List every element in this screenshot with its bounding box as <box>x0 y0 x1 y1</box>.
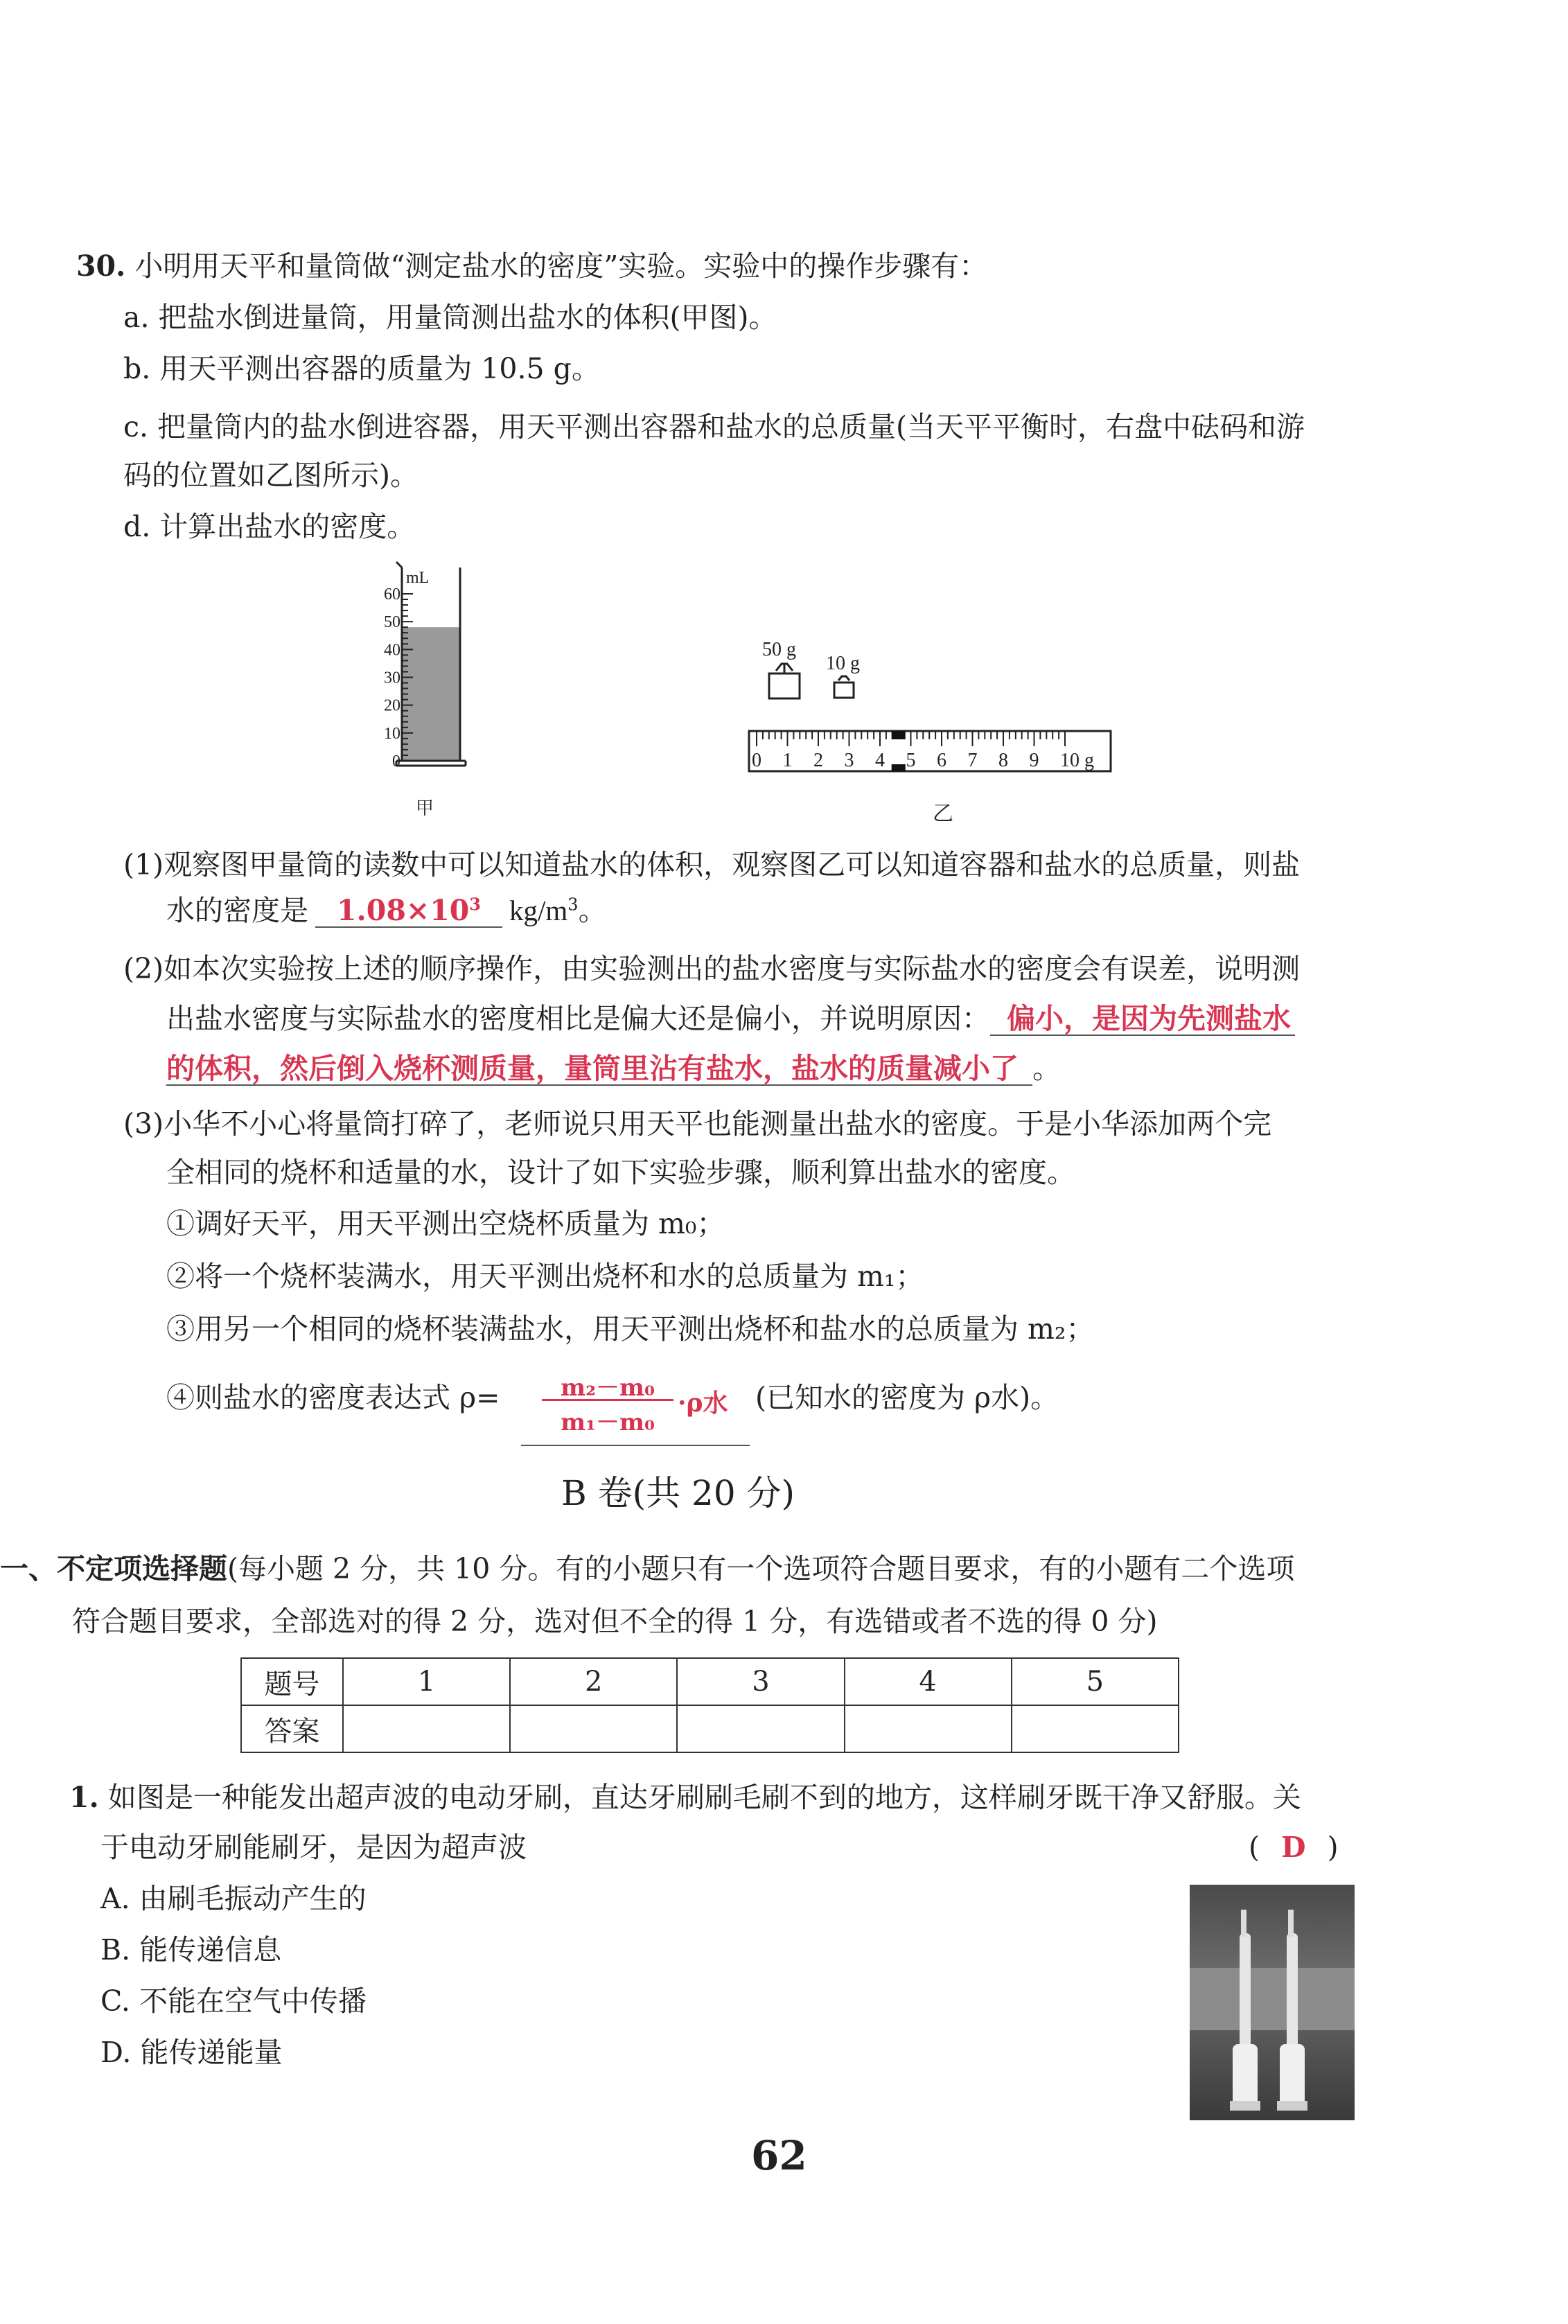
beam-tick-label: 5 <box>906 750 916 771</box>
weight-label-10g: 10 g <box>826 653 860 674</box>
p3-step4-suffix: (已知水的密度为 ρ水)。 <box>755 1381 1059 1414</box>
q30-stem-text: 小明用天平和量筒做“测定盐水的密度”实验。实验中的操作步骤有： <box>134 249 988 283</box>
p1-unit-exp: 3 <box>567 895 579 915</box>
table-col-2: 2 <box>510 1658 677 1705</box>
q30-p3-step3: ③用另一个相同的烧杯装满盐水，用天平测出烧杯和盐水的总质量为 m₂； <box>166 1312 1095 1346</box>
p1-answer: 1.08×10 <box>337 894 470 927</box>
q1-option-a: A. 由刷毛振动产生的 <box>100 1882 367 1915</box>
p3-answer-blank <box>521 1368 750 1446</box>
beam-scale <box>752 731 1094 771</box>
p1-end: 。 <box>578 894 607 927</box>
table-row-answers <box>241 1705 1179 1752</box>
q1-answer: D <box>1281 1831 1306 1864</box>
p2-prefix: 出盐水密度与实际盐水的密度相比是偏大还是偏小，并说明原因： <box>166 1002 990 1035</box>
page-number: 62 <box>751 2132 807 2179</box>
weight-50g-icon <box>769 664 800 698</box>
answer-cell-1[interactable] <box>343 1705 510 1752</box>
instr-text1: (每小题 2 分，共 10 分。有的小题只有一个选项符合题目要求，有的小题有二个选项 <box>227 1552 1295 1585</box>
table-header-answer: 答案 <box>241 1705 343 1752</box>
figure-yi-balance <box>734 624 1122 831</box>
q1-option-b: B. 能传递信息 <box>100 1933 282 1966</box>
q30-p3-step2: ②将一个烧杯装满水，用天平测出烧杯和水的总质量为 m₁； <box>166 1260 924 1293</box>
weight-10g-icon <box>834 676 854 698</box>
q30-step-a: a. 把盐水倒进量筒，用量筒测出盐水的体积(甲图)。 <box>123 301 777 334</box>
q30-step-b: b. 用天平测出容器的质量为 10.5 g。 <box>123 352 600 385</box>
q1-stem-line1 <box>69 1782 1301 1813</box>
figure-jia-caption: 甲 <box>416 798 434 818</box>
q30-step-c-line2: 码的位置如乙图所示)。 <box>123 459 419 492</box>
beam-tick-label: 9 <box>1029 750 1039 771</box>
q30-p3-line2: 全相同的烧杯和适量的水，设计了如下实验步骤，顺利算出盐水的密度。 <box>166 1156 1075 1189</box>
answer-cell-3[interactable] <box>677 1705 844 1752</box>
q1-option-c: C. 不能在空气中传播 <box>100 1984 367 2018</box>
beam-tick-label: 3 <box>844 750 854 771</box>
q30-p3-step4 <box>166 1382 500 1414</box>
q30-p2-line1: (2)如本次实验按上述的顺序操作，由实验测出的盐水密度与实际盐水的密度会有误差，说明测 <box>123 952 1301 985</box>
cylinder-tick-label: 20 <box>384 696 400 715</box>
cylinder-tick-label: 60 <box>384 586 400 604</box>
rider-bottom <box>892 764 906 771</box>
q30-p2-line2 <box>166 1003 1295 1036</box>
beam-tick-label: 7 <box>967 750 978 771</box>
beam-tick-label: 2 <box>813 750 823 771</box>
toothbrush-photo <box>1190 1885 1355 2120</box>
rider-top <box>892 731 906 739</box>
beam-tick-label: 1 <box>782 750 793 771</box>
p3-step4-prefix: ④则盐水的密度表达式 ρ= <box>166 1381 500 1414</box>
answer-cell-4[interactable] <box>845 1705 1012 1752</box>
part-label: 一、不定项选择题 <box>0 1552 227 1585</box>
cylinder-tick-label: 10 <box>384 724 400 743</box>
table-row-numbers <box>241 1658 1179 1705</box>
p3-denominator: m₁－m₀ <box>561 1409 655 1436</box>
p1-prefix: 水的密度是 <box>166 894 308 927</box>
q1-option-d: D. 能传递能量 <box>100 2036 283 2069</box>
beam-tick-label: 10 g <box>1060 750 1094 771</box>
p2-end: 。 <box>1032 1052 1061 1085</box>
figure-jia-cylinder <box>360 558 499 821</box>
section-b-instr-line1 <box>0 1553 1294 1585</box>
weight-label-50g: 50 g <box>762 639 796 660</box>
q30-p1-line2 <box>166 895 607 928</box>
paren-open: ( <box>1249 1831 1260 1864</box>
cylinder-tick-label: 30 <box>384 669 400 687</box>
beam-tick-label: 6 <box>937 750 946 771</box>
answer-cell-2[interactable] <box>510 1705 677 1752</box>
q30-p3-step1: ①调好天平，用天平测出空烧杯质量为 m₀； <box>166 1207 725 1240</box>
answer-cell-5[interactable] <box>1012 1705 1179 1752</box>
cylinder-tick-label: 0 <box>392 752 400 771</box>
q30-p1-line1: (1)观察图甲量筒的读数中可以知道盐水的体积，观察图乙可以知道容器和盐水的总质量，则盐 <box>123 848 1301 881</box>
table-col-5: 5 <box>1012 1658 1179 1705</box>
beam-tick-label: 0 <box>752 750 761 771</box>
q1-stem-line2: 于电动牙刷能刷牙，是因为超声波 <box>100 1831 527 1864</box>
answer-table <box>240 1657 1179 1753</box>
table-col-4: 4 <box>845 1658 1012 1705</box>
p1-answer-blank <box>315 895 502 928</box>
q1-stem1: 如图是一种能发出超声波的电动牙刷，直达牙刷刷毛刷不到的地方，这样刷牙既干净又舒服。关 <box>107 1781 1301 1814</box>
cylinder-tick-label: 50 <box>384 613 400 632</box>
p2-answer-part1: 偏小，是因为先测盐水 <box>990 1003 1295 1036</box>
q30-p3-line1: (3)小华不小心将量筒打碎了，老师说只用天平也能测量出盐水的密度。于是小华添加两个完 <box>123 1107 1272 1141</box>
table-col-3: 3 <box>677 1658 844 1705</box>
cylinder-liquid <box>402 627 460 761</box>
table-col-1: 1 <box>343 1658 510 1705</box>
p1-answer-exp: 3 <box>469 894 481 915</box>
p1-unit: kg/m <box>509 895 568 926</box>
p3-factor: ·ρ水 <box>678 1389 728 1418</box>
q30-stem <box>76 251 987 282</box>
table-header-number: 题号 <box>241 1658 343 1705</box>
q1-number: 1. <box>69 1781 99 1814</box>
cylinder-unit: mL <box>406 569 430 587</box>
section-b-instr-line2: 符合题目要求，全部选对的得 2 分，选对但不全的得 1 分，有选错或者不选的得 0 分) <box>72 1605 1158 1638</box>
p3-numerator: m₂－m₀ <box>561 1374 655 1402</box>
beam-tick-label: 4 <box>875 750 885 771</box>
figure-yi-caption: 乙 <box>933 802 953 825</box>
beam-tick-label: 8 <box>998 750 1008 771</box>
q30-number: 30. <box>76 249 126 283</box>
q30-step-c-line1: c. 把量筒内的盐水倒进容器，用天平测出容器和盐水的总质量(当天平平衡时，右盘中砝码和游 <box>123 410 1305 443</box>
q30-p2-line3 <box>166 1053 1061 1086</box>
p2-answer-part2: 的体积，然后倒入烧杯测质量，量筒里沾有盐水，盐水的质量减小了 <box>166 1053 1032 1086</box>
q30-step-d: d. 计算出盐水的密度。 <box>123 510 416 543</box>
p3-fraction-bar <box>542 1399 673 1401</box>
section-b-title: B 卷(共 20 分) <box>561 1473 795 1513</box>
paren-close: ) <box>1327 1831 1339 1864</box>
q1-answer-paren <box>1249 1832 1339 1863</box>
cylinder-tick-label: 40 <box>384 641 400 660</box>
